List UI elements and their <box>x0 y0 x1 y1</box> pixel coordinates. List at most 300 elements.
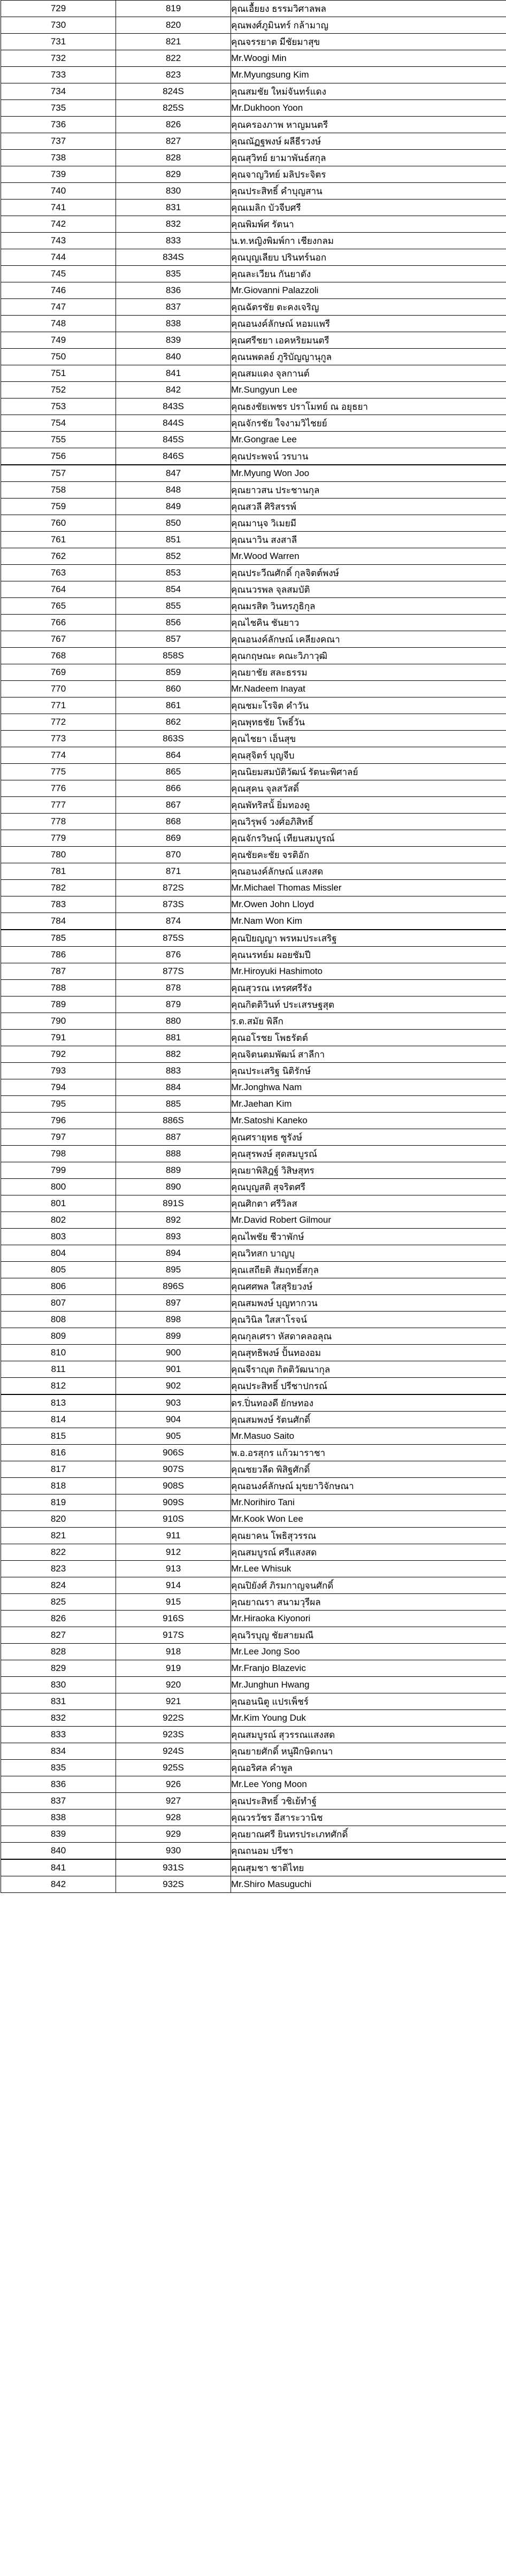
row-number-cell: 812 <box>1 1378 116 1395</box>
member-code-cell: 925S <box>116 1760 231 1776</box>
table-row <box>1 565 506 581</box>
table-row <box>1 1693 506 1710</box>
row-number-cell: 765 <box>1 598 116 615</box>
row-number-cell: 789 <box>1 996 116 1013</box>
table-row <box>1 1776 506 1793</box>
member-code-cell: 831 <box>116 200 231 216</box>
row-number-cell: 842 <box>1 1876 116 1893</box>
member-name-cell: คุณพงศ์ภูมินทร์ กล้ามาญ <box>231 17 506 34</box>
member-name-cell: คุณสวลี ศิริสรรพ์ <box>231 499 506 515</box>
member-code-cell: 888 <box>116 1146 231 1162</box>
table-row <box>1 1677 506 1693</box>
member-code-cell: 876 <box>116 947 231 963</box>
table-row <box>1 1793 506 1810</box>
member-name-cell: Mr.Kook Won Lee <box>231 1511 506 1528</box>
member-name-cell: คุณประเสริฐ นิติรักษ์ <box>231 1063 506 1079</box>
member-name-cell: Mr.Myung Won Joo <box>231 465 506 482</box>
row-number-cell: 735 <box>1 100 116 117</box>
member-code-cell: 871 <box>116 863 231 880</box>
member-name-cell: น.ท.หญิงพิมพ์กา เชียงกลม <box>231 233 506 249</box>
row-number-cell: 767 <box>1 631 116 648</box>
member-code-cell: 847 <box>116 465 231 482</box>
row-number-cell: 784 <box>1 913 116 930</box>
member-name-cell: Mr.David Robert Gilmour <box>231 1212 506 1229</box>
row-number-cell: 774 <box>1 747 116 764</box>
member-code-cell: 882 <box>116 1046 231 1063</box>
member-name-cell: Mr.Kim Young Duk <box>231 1710 506 1727</box>
row-number-cell: 818 <box>1 1478 116 1494</box>
member-code-cell: 858S <box>116 648 231 664</box>
table-row <box>1 780 506 797</box>
member-code-cell: 826 <box>116 117 231 133</box>
table-row <box>1 266 506 282</box>
member-name-cell: คุณประสิทธิ์ วชิเย้ทำฐ์ <box>231 1793 506 1810</box>
row-number-cell: 755 <box>1 432 116 448</box>
table-row <box>1 150 506 166</box>
row-number-cell: 790 <box>1 1013 116 1030</box>
table-row <box>1 747 506 764</box>
table-row <box>1 1278 506 1295</box>
table-row <box>1 880 506 896</box>
member-name-cell: คุณสุทธิพงษ์ ปั้นทองอม <box>231 1345 506 1361</box>
member-code-cell: 819 <box>116 1 231 17</box>
row-number-cell: 752 <box>1 382 116 398</box>
member-code-cell: 853 <box>116 565 231 581</box>
member-name-cell: คุณสมชัย ใหม่จันทร์แดง <box>231 83 506 100</box>
member-code-cell: 844S <box>116 415 231 432</box>
table-row <box>1 1594 506 1611</box>
table-row <box>1 465 506 482</box>
member-code-cell: 885 <box>116 1096 231 1113</box>
row-number-cell: 787 <box>1 963 116 980</box>
member-name-cell: คุณศรายุทธ ซูรังษ์ <box>231 1129 506 1146</box>
member-code-cell: 921 <box>116 1693 231 1710</box>
member-name-cell: Mr.Lee Yong Moon <box>231 1776 506 1793</box>
member-code-cell: 913 <box>116 1561 231 1577</box>
member-code-cell: 899 <box>116 1328 231 1345</box>
member-name-cell: คุณอริศล คำพูล <box>231 1760 506 1776</box>
table-row <box>1 1544 506 1561</box>
row-number-cell: 763 <box>1 565 116 581</box>
row-number-cell: 837 <box>1 1793 116 1810</box>
member-name-cell: คุณอนงค์ลักษณ์ เคลียงคณา <box>231 631 506 648</box>
row-number-cell: 785 <box>1 930 116 947</box>
member-name-cell: คุณสุวรณ เทรศศรีรัง <box>231 980 506 996</box>
member-name-cell: คุณสมบูรณ์ ศรีแสงสด <box>231 1544 506 1561</box>
row-number-cell: 782 <box>1 880 116 896</box>
member-table-body <box>1 1 506 1893</box>
member-code-cell: 875S <box>116 930 231 947</box>
member-name-cell: Mr.Hiroyuki Hashimoto <box>231 963 506 980</box>
member-code-cell: 843S <box>116 398 231 415</box>
table-row <box>1 664 506 681</box>
table-row <box>1 1262 506 1278</box>
member-name-cell: ร.ต.สมัย พิลึก <box>231 1013 506 1030</box>
table-row <box>1 1162 506 1179</box>
member-code-cell: 832 <box>116 216 231 233</box>
table-row <box>1 1511 506 1528</box>
row-number-cell: 800 <box>1 1179 116 1195</box>
member-name-cell: คุณเสถียติ สัมฤทธิ์สกุล <box>231 1262 506 1278</box>
table-row <box>1 1312 506 1328</box>
member-name-cell: คุณเอื้ยยง ธรรมวิศาลพล <box>231 1 506 17</box>
member-code-cell: 893 <box>116 1229 231 1245</box>
member-name-cell: คุณสุคน จุลสวัสดิ์ <box>231 780 506 797</box>
table-row <box>1 117 506 133</box>
member-code-cell: 823 <box>116 67 231 83</box>
table-row <box>1 1046 506 1063</box>
table-row <box>1 648 506 664</box>
member-code-cell: 820 <box>116 17 231 34</box>
member-code-cell: 900 <box>116 1345 231 1361</box>
table-row <box>1 1660 506 1677</box>
member-code-cell: 837 <box>116 299 231 316</box>
table-row <box>1 1644 506 1660</box>
table-row <box>1 1 506 17</box>
row-number-cell: 828 <box>1 1644 116 1660</box>
member-name-cell: Mr.Myungsung Kim <box>231 67 506 83</box>
row-number-cell: 810 <box>1 1345 116 1361</box>
row-number-cell: 798 <box>1 1146 116 1162</box>
member-code-cell: 911 <box>116 1528 231 1544</box>
table-row <box>1 1063 506 1079</box>
table-row <box>1 532 506 548</box>
member-name-cell: คุณชยวลีด พิสิฐศักดิ์ <box>231 1461 506 1478</box>
row-number-cell: 770 <box>1 681 116 697</box>
row-number-cell: 775 <box>1 764 116 780</box>
member-name-cell: คุณวิรุพจ์ วงศ์อภิสิทธิ์ <box>231 814 506 830</box>
member-code-cell: 869 <box>116 830 231 847</box>
member-code-cell: 834S <box>116 249 231 266</box>
table-row <box>1 548 506 565</box>
member-code-cell: 861 <box>116 697 231 714</box>
row-number-cell: 749 <box>1 332 116 349</box>
member-name-cell: คุณเมลิก บัวจีบศรี <box>231 200 506 216</box>
row-number-cell: 772 <box>1 714 116 731</box>
row-number-cell: 826 <box>1 1611 116 1627</box>
member-code-cell: 872S <box>116 880 231 896</box>
member-code-cell: 918 <box>116 1644 231 1660</box>
row-number-cell: 773 <box>1 731 116 747</box>
member-name-cell: คุณครองภาพ หาญมนตรี <box>231 117 506 133</box>
table-row <box>1 499 506 515</box>
member-name-cell: Mr.Masuo Saito <box>231 1428 506 1445</box>
row-number-cell: 754 <box>1 415 116 432</box>
member-name-cell: Mr.Franjo Blazevic <box>231 1660 506 1677</box>
row-number-cell: 757 <box>1 465 116 482</box>
row-number-cell: 815 <box>1 1428 116 1445</box>
member-code-cell: 886S <box>116 1113 231 1129</box>
member-code-cell: 906S <box>116 1445 231 1461</box>
row-number-cell: 734 <box>1 83 116 100</box>
table-row <box>1 631 506 648</box>
row-number-cell: 771 <box>1 697 116 714</box>
member-name-cell: คุณไชคิน ชันยาว <box>231 615 506 631</box>
member-name-cell: คุณประพจน์ วรบาน <box>231 448 506 465</box>
member-name-cell: Mr.Jaehan Kim <box>231 1096 506 1113</box>
row-number-cell: 805 <box>1 1262 116 1278</box>
member-name-cell: คุณพุทธชัย โพธิ์วัน <box>231 714 506 731</box>
member-name-cell: คุณอนงค์ลักษณ์ มุขยาวิจักษณา <box>231 1478 506 1494</box>
member-code-cell: 901 <box>116 1361 231 1378</box>
member-code-cell: 928 <box>116 1810 231 1826</box>
table-row <box>1 863 506 880</box>
member-code-cell: 830 <box>116 183 231 200</box>
member-name-cell: คุณอนงค์ลักษณ์ หอมแพรี <box>231 316 506 332</box>
member-code-cell: 902 <box>116 1378 231 1395</box>
member-name-cell: คุณบุญเลียบ ปรินทร์นอก <box>231 249 506 266</box>
row-number-cell: 819 <box>1 1494 116 1511</box>
row-number-cell: 736 <box>1 117 116 133</box>
member-code-cell: 841 <box>116 365 231 382</box>
row-number-cell: 745 <box>1 266 116 282</box>
table-row <box>1 1611 506 1627</box>
row-number-cell: 830 <box>1 1677 116 1693</box>
table-row <box>1 398 506 415</box>
member-code-cell: 857 <box>116 631 231 648</box>
table-row <box>1 913 506 930</box>
member-name-cell: คุณพัทริสนั้ ยิ่มทองดู <box>231 797 506 814</box>
member-code-cell: 863S <box>116 731 231 747</box>
row-number-cell: 822 <box>1 1544 116 1561</box>
row-number-cell: 729 <box>1 1 116 17</box>
member-code-cell: 891S <box>116 1195 231 1212</box>
row-number-cell: 817 <box>1 1461 116 1478</box>
member-code-cell: 878 <box>116 980 231 996</box>
row-number-cell: 821 <box>1 1528 116 1544</box>
member-name-cell: Mr.Gongrae Lee <box>231 432 506 448</box>
member-name-cell: คุณไชยา เอ็นสุข <box>231 731 506 747</box>
member-code-cell: 851 <box>116 532 231 548</box>
member-code-cell: 877S <box>116 963 231 980</box>
row-number-cell: 744 <box>1 249 116 266</box>
row-number-cell: 751 <box>1 365 116 382</box>
member-code-cell: 898 <box>116 1312 231 1328</box>
row-number-cell: 739 <box>1 166 116 183</box>
row-number-cell: 808 <box>1 1312 116 1328</box>
row-number-cell: 803 <box>1 1229 116 1245</box>
member-code-cell: 838 <box>116 316 231 332</box>
member-code-cell: 889 <box>116 1162 231 1179</box>
member-name-cell: คุณณัฏฐพงษ์ ผลีธีรวงษ์ <box>231 133 506 150</box>
table-row <box>1 581 506 598</box>
table-row <box>1 1212 506 1229</box>
row-number-cell: 776 <box>1 780 116 797</box>
row-number-cell: 738 <box>1 150 116 166</box>
row-number-cell: 832 <box>1 1710 116 1727</box>
table-row <box>1 1428 506 1445</box>
member-name-cell: คุณธงชัยเพชร ปราโมทย์ ณ อยุธยา <box>231 398 506 415</box>
member-code-cell: 920 <box>116 1677 231 1693</box>
table-row <box>1 183 506 200</box>
row-number-cell: 743 <box>1 233 116 249</box>
row-number-cell: 768 <box>1 648 116 664</box>
table-row <box>1 1494 506 1511</box>
row-number-cell: 753 <box>1 398 116 415</box>
row-number-cell: 777 <box>1 797 116 814</box>
member-code-cell: 896S <box>116 1278 231 1295</box>
member-table <box>1 0 506 1893</box>
member-name-cell: คุณศิกตา ศรีวิลส <box>231 1195 506 1212</box>
row-number-cell: 730 <box>1 17 116 34</box>
row-number-cell: 814 <box>1 1412 116 1428</box>
member-name-cell: Mr.Nadeem Inayat <box>231 681 506 697</box>
table-row <box>1 947 506 963</box>
member-code-cell: 908S <box>116 1478 231 1494</box>
member-name-cell: คุณสมบูรณ์ สุวรรณแสงสด <box>231 1727 506 1743</box>
member-code-cell: 926 <box>116 1776 231 1793</box>
row-number-cell: 824 <box>1 1577 116 1594</box>
member-name-cell: คุณอนงค์ลักษณ์ แสงสด <box>231 863 506 880</box>
member-name-cell: คุณละเวียน กันยาตัง <box>231 266 506 282</box>
row-number-cell: 761 <box>1 532 116 548</box>
member-name-cell: Mr.Shiro Masuguchi <box>231 1876 506 1893</box>
member-code-cell: 883 <box>116 1063 231 1079</box>
member-name-cell: คุณจักรชัย ใจงามวิไชยย์ <box>231 415 506 432</box>
member-code-cell: 903 <box>116 1394 231 1412</box>
table-row <box>1 282 506 299</box>
row-number-cell: 794 <box>1 1079 116 1096</box>
member-name-cell: คุณชมะโรจิต คำวัน <box>231 697 506 714</box>
member-name-cell: Mr.Woogi Min <box>231 50 506 67</box>
member-name-cell: คุณพิมพ์ศ รัตนา <box>231 216 506 233</box>
member-name-cell: คุณจักรวิษณุ์ เทียนสมบูรณ์ <box>231 830 506 847</box>
table-row <box>1 830 506 847</box>
member-code-cell: 849 <box>116 499 231 515</box>
member-code-cell: 829 <box>116 166 231 183</box>
member-name-cell: คุณวิรบุญ ชัยสายมณี <box>231 1627 506 1644</box>
member-name-cell: Mr.Lee Whisuk <box>231 1561 506 1577</box>
member-code-cell: 932S <box>116 1876 231 1893</box>
member-name-cell: คุณมรสิต วินทรภูธิกุล <box>231 598 506 615</box>
row-number-cell: 737 <box>1 133 116 150</box>
member-name-cell: คุณจาญวิทย์ มลิประจิตร <box>231 166 506 183</box>
row-number-cell: 816 <box>1 1445 116 1461</box>
member-name-cell: คุณสุมชา ชาติไทย <box>231 1859 506 1876</box>
table-row <box>1 980 506 996</box>
member-name-cell: Mr.Nam Won Kim <box>231 913 506 930</box>
member-code-cell: 929 <box>116 1826 231 1843</box>
row-number-cell: 732 <box>1 50 116 67</box>
row-number-cell: 764 <box>1 581 116 598</box>
table-row <box>1 100 506 117</box>
row-number-cell: 795 <box>1 1096 116 1113</box>
member-code-cell: 850 <box>116 515 231 532</box>
member-code-cell: 833 <box>116 233 231 249</box>
row-number-cell: 747 <box>1 299 116 316</box>
table-row <box>1 1760 506 1776</box>
member-code-cell: 923S <box>116 1727 231 1743</box>
row-number-cell: 780 <box>1 847 116 863</box>
member-code-cell: 822 <box>116 50 231 67</box>
member-name-cell: คุณศศพล ใสสุริยวงษ์ <box>231 1278 506 1295</box>
row-number-cell: 740 <box>1 183 116 200</box>
member-name-cell: คุณประสิทธิ์ คำบุญสาน <box>231 183 506 200</box>
table-row <box>1 1361 506 1378</box>
row-number-cell: 807 <box>1 1295 116 1312</box>
member-code-cell: 881 <box>116 1030 231 1046</box>
table-row <box>1 17 506 34</box>
member-code-cell: 879 <box>116 996 231 1013</box>
table-row <box>1 515 506 532</box>
member-code-cell: 860 <box>116 681 231 697</box>
member-name-cell: Mr.Sungyun Lee <box>231 382 506 398</box>
member-name-cell: ดร.ปิ่นทองดี ยักษทอง <box>231 1394 506 1412</box>
table-row <box>1 714 506 731</box>
member-name-cell: คุณจิตนตมพัฒน์ สาลีกา <box>231 1046 506 1063</box>
member-code-cell: 842 <box>116 382 231 398</box>
table-row <box>1 133 506 150</box>
row-number-cell: 788 <box>1 980 116 996</box>
member-code-cell: 909S <box>116 1494 231 1511</box>
table-row <box>1 1096 506 1113</box>
member-name-cell: คุณสุจิตร์ บุญจีบ <box>231 747 506 764</box>
member-code-cell: 821 <box>116 34 231 50</box>
member-name-cell: คุณปิยญญา พรหมประเสริฐ <box>231 930 506 947</box>
row-number-cell: 742 <box>1 216 116 233</box>
member-code-cell: 852 <box>116 548 231 565</box>
row-number-cell: 839 <box>1 1826 116 1843</box>
row-number-cell: 804 <box>1 1245 116 1262</box>
table-row <box>1 1445 506 1461</box>
member-code-cell: 919 <box>116 1660 231 1677</box>
member-name-cell: Mr.Norihiro Tani <box>231 1494 506 1511</box>
member-code-cell: 824S <box>116 83 231 100</box>
member-code-cell: 890 <box>116 1179 231 1195</box>
member-name-cell: คุณนพดลย์ ภูริบัญญานุกูล <box>231 349 506 365</box>
row-number-cell: 838 <box>1 1810 116 1826</box>
member-code-cell: 910S <box>116 1511 231 1528</box>
row-number-cell: 759 <box>1 499 116 515</box>
member-code-cell: 912 <box>116 1544 231 1561</box>
member-name-cell: คุณยายศักดิ์ หนูฝึกษิดกนา <box>231 1743 506 1760</box>
table-row <box>1 482 506 499</box>
row-number-cell: 778 <box>1 814 116 830</box>
member-code-cell: 870 <box>116 847 231 863</box>
member-code-cell: 859 <box>116 664 231 681</box>
member-name-cell: คุณสมพงษ์ บุญทากวน <box>231 1295 506 1312</box>
member-code-cell: 905 <box>116 1428 231 1445</box>
member-name-cell: Mr.Giovanni Palazzoli <box>231 282 506 299</box>
member-name-cell: Mr.Junghun Hwang <box>231 1677 506 1693</box>
member-code-cell: 854 <box>116 581 231 598</box>
table-row <box>1 1345 506 1361</box>
member-name-cell: คุณไพชัย ชีวาพักษ์ <box>231 1229 506 1245</box>
row-number-cell: 831 <box>1 1693 116 1710</box>
member-code-cell: 839 <box>116 332 231 349</box>
member-code-cell: 880 <box>116 1013 231 1030</box>
table-row <box>1 814 506 830</box>
table-row <box>1 448 506 465</box>
table-row <box>1 1743 506 1760</box>
table-row <box>1 432 506 448</box>
member-code-cell: 848 <box>116 482 231 499</box>
table-row <box>1 1146 506 1162</box>
member-name-cell: คุณนรทย์ม ผอยชัมปี <box>231 947 506 963</box>
member-code-cell: 884 <box>116 1079 231 1096</box>
row-number-cell: 829 <box>1 1660 116 1677</box>
member-name-cell: คุณประวีณศักดิ์ กุลจิตต์พงษ์ <box>231 565 506 581</box>
table-row <box>1 1478 506 1494</box>
member-code-cell: 930 <box>116 1843 231 1860</box>
row-number-cell: 756 <box>1 448 116 465</box>
row-number-cell: 762 <box>1 548 116 565</box>
member-name-cell: คุณนาวิน สงสาลี <box>231 532 506 548</box>
member-code-cell: 887 <box>116 1129 231 1146</box>
member-code-cell: 914 <box>116 1577 231 1594</box>
table-row <box>1 1710 506 1727</box>
member-name-cell: คุณบุญสติ สุจริตศรี <box>231 1179 506 1195</box>
